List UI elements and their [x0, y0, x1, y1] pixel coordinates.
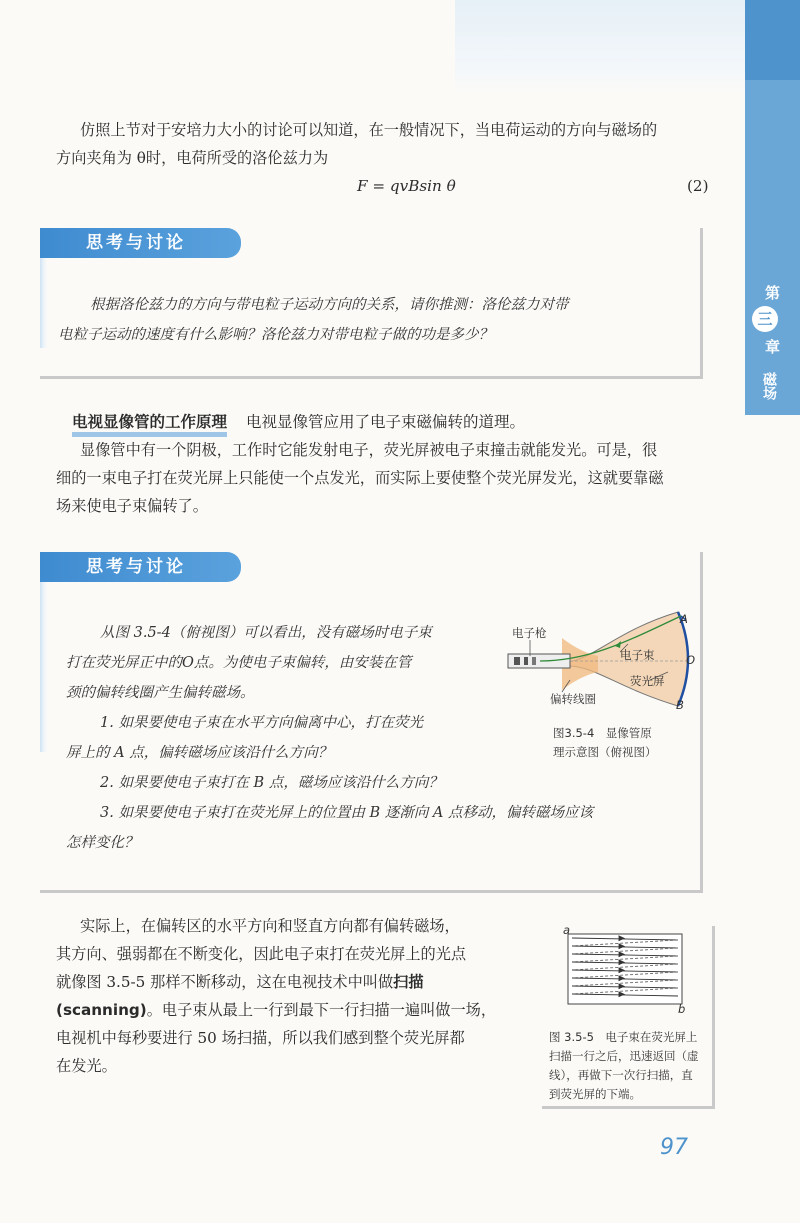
- para1-line2: 方向夹角为 θ时，电荷所受的洛伦兹力为: [56, 149, 329, 167]
- section-intro: 电视显像管应用了电子束磁偏转的道理。: [245, 413, 525, 431]
- scan-line1: 实际上，在偏转区的水平方向和竖直方向都有偏转磁场，: [80, 917, 460, 935]
- label-electron-gun: 电子枪: [512, 626, 547, 640]
- scan-line4: (scanning)。电子束从最上一行到最下一行扫描一遍叫做一场，: [56, 1001, 496, 1019]
- figure1-caption-line1: 图3.5-4 显像管原: [553, 726, 652, 740]
- figure2-caption-line3: 线），再做下一次行扫描，直: [549, 1068, 693, 1082]
- chapter-number: 三: [752, 306, 778, 332]
- scan-line6: 在发光。: [56, 1057, 117, 1075]
- label-a: A: [680, 612, 688, 626]
- chapter-tab-top: [745, 0, 800, 80]
- label-screen: 荧光屏: [630, 674, 665, 688]
- scan-term: 扫描: [393, 973, 424, 991]
- label-scan-a: a: [563, 923, 571, 937]
- screen-outline: [568, 934, 682, 1004]
- discussion2-line3: 颈的偏转线圈产生偏转磁场。: [66, 685, 255, 701]
- question3-line2: 怎样变化？: [66, 835, 139, 851]
- formula: F = qvBsin θ: [357, 177, 456, 195]
- scan-line5: 电视机中每秒要进行 50 场扫描，所以我们感到整个荧光屏都: [56, 1029, 465, 1047]
- question1-line2: 屏上的 A 点，偏转磁场应该沿什么方向？: [66, 745, 333, 761]
- figure2-caption-line4: 到荧光屏的下端。: [549, 1087, 641, 1101]
- scan-line2: 其方向、强弱都在不断变化，因此电子束打在荧光屏上的光点: [56, 945, 467, 963]
- figure1-caption-line2: 理示意图（俯视图）: [553, 745, 657, 759]
- section-line1: 显像管中有一个阴极，工作时它能发射电子，荧光屏被电子束撞击就能发光。可是，很: [80, 441, 658, 459]
- question3-line1: 3. 如果要使电子束打在荧光屏上的位置由 B 逐渐向 A 点移动，偏转磁场应该: [100, 805, 594, 821]
- para1-line1: 仿照上节对于安培力大小的讨论可以知道，在一般情况下，当电荷运动的方向与磁场的: [80, 121, 658, 139]
- chapter-prefix: 第: [764, 284, 780, 302]
- label-electron-beam: 电子束: [620, 648, 655, 662]
- formula-number: (2): [687, 177, 709, 195]
- discussion-box-1: [40, 228, 703, 379]
- discussion2-line1: 从图 3.5-4（俯视图）可以看出，没有磁场时电子束: [100, 625, 432, 641]
- question2: 2. 如果要使电子束打在 B 点，磁场应该沿什么方向？: [100, 775, 443, 791]
- figure2-caption-line1: 图 3.5-5 电子束在荧光屏上: [549, 1030, 698, 1044]
- figure2-caption-line2: 扫描一行之后，迅速返回（虚: [549, 1049, 699, 1063]
- scan-diagram: [564, 930, 688, 1010]
- section-line2: 细的一束电子打在荧光屏上只能使一个点发光，而实际上要使整个荧光屏发光，这就要靠磁: [56, 469, 664, 487]
- discussion2-line2: 打在荧光屏正中的O点。为使电子束偏转，由安装在管: [66, 655, 412, 671]
- label-b: B: [676, 698, 684, 712]
- crt-diagram: [500, 600, 700, 718]
- section-line3: 场来使电子束偏转了。: [56, 497, 208, 515]
- page-number: 97: [660, 1135, 688, 1160]
- section-heading: 电视显像管的工作原理: [72, 413, 227, 437]
- discussion1-line1: 根据洛伦兹力的方向与带电粒子运动方向的关系，请你推测：洛伦兹力对带: [90, 297, 569, 313]
- scan-term-english: (scanning): [56, 1001, 147, 1019]
- discussion1-line2: 电粒子运动的速度有什么影响？洛伦兹力对带电粒子做的功是多少？: [58, 327, 493, 343]
- top-decoration: [455, 0, 755, 95]
- label-scan-b: b: [678, 1002, 686, 1016]
- discussion-title: 思考与讨论: [40, 228, 241, 258]
- section-heading-line: [72, 408, 525, 436]
- label-o: O: [686, 653, 696, 667]
- discussion-title: 思考与讨论: [40, 552, 241, 582]
- chapter-title: 磁场: [761, 372, 777, 400]
- scan-line3: 就像图 3.5-5 那样不断移动，这在电视技术中叫做扫描: [56, 973, 424, 991]
- label-coil: 偏转线圈: [550, 692, 596, 706]
- chapter-suffix: 章: [764, 338, 780, 356]
- question1-line1: 1. 如果要使电子束在水平方向偏离中心，打在荧光: [100, 715, 423, 731]
